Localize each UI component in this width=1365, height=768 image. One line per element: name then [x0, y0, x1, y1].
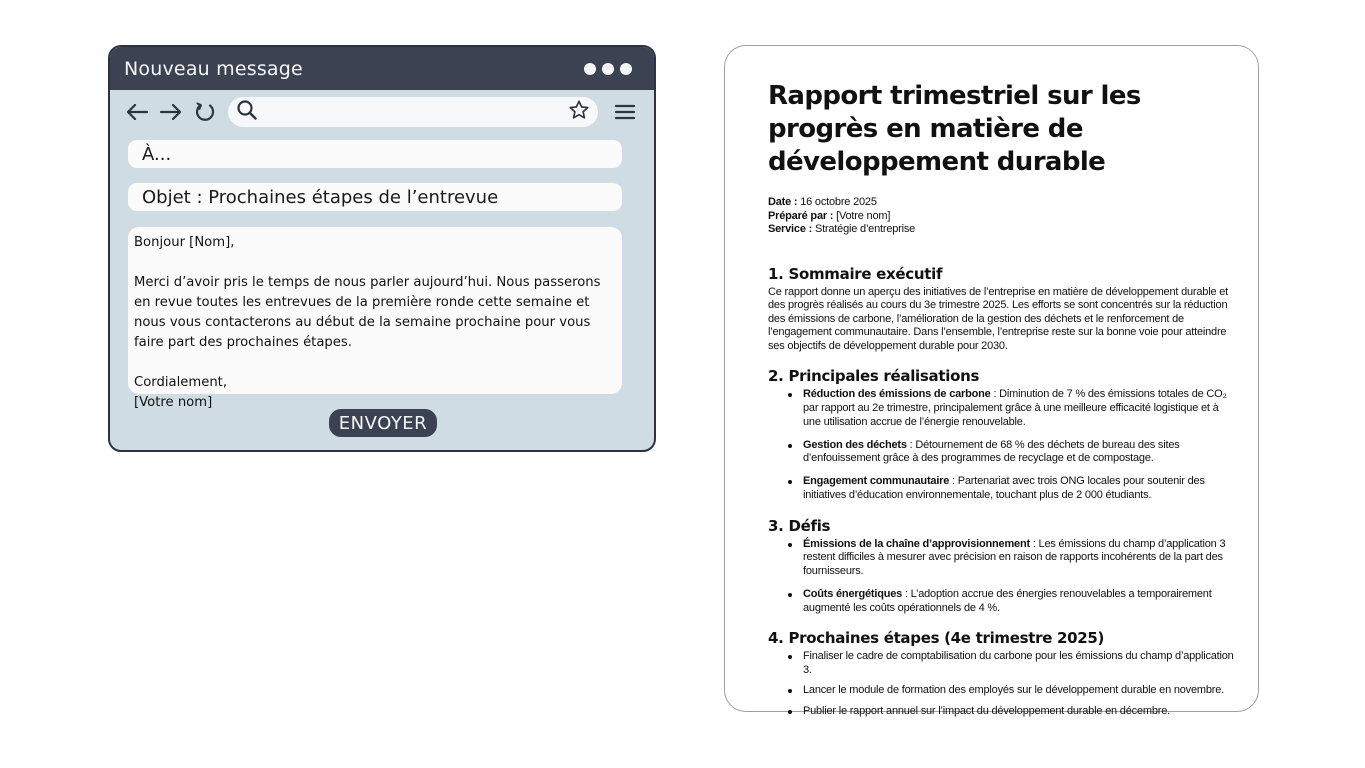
browser-toolbar [110, 90, 654, 134]
dot [602, 63, 614, 75]
window-title: Nouveau message [124, 57, 303, 80]
hamburger-menu-icon[interactable] [608, 97, 642, 127]
greeting: Bonjour [Nom], [134, 235, 235, 250]
message-body[interactable] [128, 227, 622, 410]
compose-window [108, 45, 656, 452]
date-value: 16 octobre 2025 [800, 196, 877, 208]
subject-field[interactable] [128, 183, 622, 211]
arrow-right-icon[interactable] [156, 97, 186, 127]
address-bar[interactable] [228, 97, 598, 127]
item-label: Réduction des émissions de carbone [803, 388, 991, 401]
search-icon[interactable] [236, 99, 258, 125]
prepared-value: [Votre nom] [836, 209, 891, 222]
date-label: Date : [768, 196, 798, 208]
arrow-left-icon[interactable] [122, 97, 152, 127]
next-steps-list [768, 650, 1234, 718]
title-bar [110, 47, 654, 90]
report-meta [768, 196, 1234, 237]
signature: [Votre nom] [134, 395, 213, 410]
report-title: Rapport trimestriel sur les progrès en matière de développement durable [768, 81, 1141, 177]
prepared-label: Préparé par : [768, 209, 834, 222]
item-text: : Diminution de 7 % des émissions totales de CO₂ par rapport au 2e trimestre, principalement grâce à une meilleure efficacité logistique et à une utilisation accrue de l’énergie renouvelable. [803, 388, 1227, 428]
challenges-list [768, 538, 1234, 615]
closing: Cordialement, [134, 375, 228, 390]
message-paragraph: Merci d’avoir pris le temps de nous parler aujourd’hui. Nous passerons en revue toutes les entrevues de la première ronde cette semaine et nous vous contacterons au début de la semaine prochaine pour vous faire part des prochaines étapes. [134, 275, 601, 350]
challenges-heading: 3. Défis [768, 516, 831, 535]
recipient-placeholder: À... [142, 143, 172, 165]
achievements-heading: 2. Principales réalisations [768, 367, 980, 386]
dot [620, 63, 632, 75]
item-text: : Les émissions du champ d’application 3 restent difficiles à mesurer avec précision en raison de rapports incohérents de la part des fournisseurs. [803, 537, 1226, 577]
list-item: Publier le rapport annuel sur l’impact du développement durable en décembre. [768, 705, 1234, 719]
item-text: : Partenariat avec trois ONG locales pour soutenir des initiatives d’éducation environnementale, touchant plus de 2 000 étudiants. [803, 475, 1205, 502]
subject-text: Objet : Prochaines étapes de l’entrevue [142, 186, 499, 208]
item-text: : L’adoption accrue des énergies renouvelables a temporairement augmenté les coûts opérationnels de 4 %. [803, 587, 1212, 614]
list-item [768, 588, 1234, 615]
service-value: Stratégie d’entreprise [814, 223, 916, 235]
star-icon[interactable] [568, 99, 590, 125]
report-document [724, 45, 1259, 717]
list-item [768, 439, 1234, 466]
item-label: Engagement communautaire [803, 475, 950, 488]
list-item [768, 538, 1234, 579]
recipient-field[interactable] [128, 140, 622, 168]
service-label: Service : [768, 223, 813, 235]
achievements-list [768, 388, 1234, 502]
send-button[interactable]: ENVOYER [329, 409, 437, 437]
list-item [768, 388, 1234, 429]
dot [584, 63, 596, 75]
summary-text: Ce rapport donne un aperçu des initiatives de l’entreprise en matière de développement durable et des progrès réalisés au cours du 3e trimestre 2025. Les efforts se sont concentrés sur la réduction des émissions de carbone, l’amélioration de la gestion des déchets et le renforcement de l’engagement communautaire. Dans l’ensemble, l’entreprise reste sur la bonne voie pour atteindre ses objectifs de développement durable pour 2030. [768, 285, 1229, 352]
refresh-icon[interactable] [190, 97, 220, 127]
item-label: Coûts énergétiques [803, 587, 903, 600]
item-text: : Détournement de 68 % des déchets de bureau des sites d’enfouissement grâce à des programmes de recyclage et de compostage. [803, 438, 1180, 465]
item-label: Émissions de la chaîne d’approvisionnement [803, 537, 1030, 550]
next-steps-heading: 4. Prochaines étapes (4e trimestre 2025) [768, 629, 1105, 648]
item-label: Gestion des déchets [803, 438, 907, 451]
more-dots-icon[interactable] [584, 63, 632, 75]
list-item: Finaliser le cadre de comptabilisation du carbone pour les émissions du champ d’application 3. [768, 650, 1234, 677]
summary-heading: 1. Sommaire exécutif [768, 264, 943, 283]
list-item: Lancer le module de formation des employés sur le développement durable en novembre. [768, 684, 1234, 698]
list-item [768, 475, 1234, 502]
